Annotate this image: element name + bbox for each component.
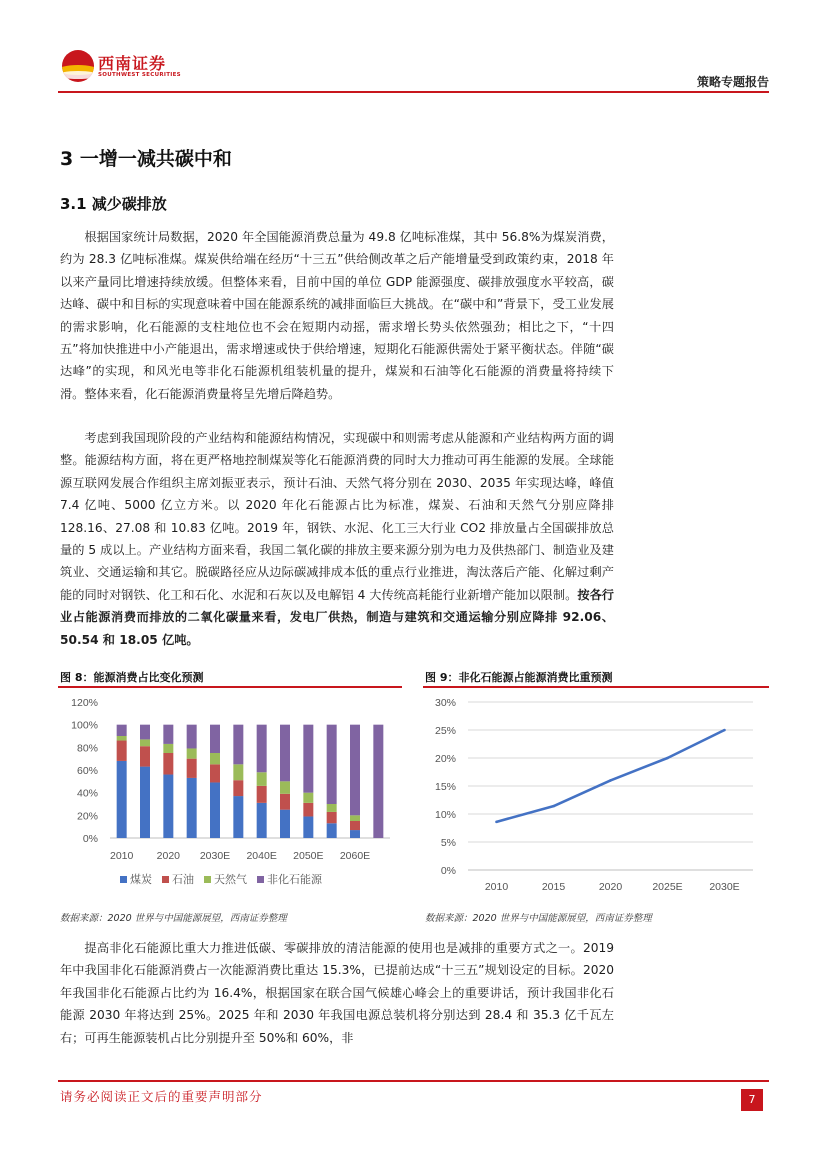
legend-swatch — [162, 876, 169, 883]
bar-segment — [140, 746, 150, 766]
figure-8-title: 图 8：能源消费占比变化预测 — [60, 671, 204, 684]
logo-text-en: SOUTHWEST SECURITIES — [98, 72, 181, 78]
bar-segment — [327, 725, 337, 804]
figure-9-source: 数据来源：2020 世界与中国能源展望，西南证券整理 — [425, 913, 652, 924]
bar-segment — [233, 780, 243, 796]
bar-segment — [233, 796, 243, 838]
y-tick-label: 0% — [440, 865, 456, 877]
data-point — [666, 757, 669, 760]
bar-segment — [163, 744, 173, 753]
bar-segment — [257, 786, 267, 803]
logo-emblem-icon — [62, 50, 94, 82]
legend-swatch — [204, 876, 211, 883]
bar-segment — [163, 725, 173, 744]
header-divider — [58, 91, 769, 93]
bar-segment — [233, 764, 243, 780]
figure-9-title: 图 9：非化石能源占能源消费比重预测 — [425, 671, 613, 684]
logo-text-cn: 西南证券 — [98, 54, 167, 73]
footer-divider — [58, 1080, 769, 1082]
bar-segment — [187, 759, 197, 778]
y-tick-label: 20% — [76, 810, 98, 823]
y-tick-label: 5% — [440, 837, 456, 849]
x-tick-label: 2025E — [652, 881, 683, 893]
paragraph-2-text: 考虑到我国现阶段的产业结构和能源结构情况，实现碳中和则需考虑从能源和产业结构两方面的调整。能源结构方面，将在更严格地控制煤炭等化石能源消费的同时大力推动可再生能源的发展。全球能源互联网发展合作组织主席刘振亚表示，预计石油、天然气将分别在 2030、2035 年实现达峰，峰值 7.4 亿吨、5000 亿立方米。以 2020 年化石能源占比为标准，煤炭、石油和天然气分别应降排 128.16、27.08 和 10.83 亿吨。2019 年，钢铁、水泥、化工三大行业 CO2 排放量占全国碳排放总量的 5 成以上。产业结构方面来看，我国二氧化碳的排放主要来源分别为电力及供热部门、制造业及建筑业、交通运输和其它。脱碳路径应从边际碳减排成本低的重点行业推进，淘汰落后产能、化解过剩产能的同时对钢铁、化工和石化、水泥和石灰以及电解铝 4 大传统高耗能行业新增产能加以限制。 — [60, 431, 614, 602]
bar-segment — [257, 772, 267, 786]
bar-segment — [140, 739, 150, 746]
y-tick-label: 120% — [71, 697, 98, 709]
bar-segment — [210, 753, 220, 764]
page-number: 7 — [741, 1089, 763, 1111]
bar-segment — [140, 725, 150, 740]
bar-segment — [187, 748, 197, 758]
x-tick-label: 2010 — [484, 881, 509, 893]
x-tick-label: 2010 — [109, 850, 134, 862]
legend-swatch — [120, 876, 127, 883]
bar-segment — [117, 741, 127, 761]
bar-segment — [117, 736, 127, 741]
bar-segment — [280, 794, 290, 810]
y-tick-label: 40% — [76, 787, 98, 800]
y-tick-label: 0% — [82, 833, 98, 845]
bar-segment — [140, 767, 150, 838]
x-tick-label: 2020 — [156, 850, 181, 862]
x-tick-label: 2030E — [199, 850, 231, 862]
figure-9-chart — [423, 690, 769, 904]
legend-swatch — [257, 876, 264, 883]
x-tick-label: 2050E — [293, 850, 324, 862]
bar-segment — [187, 725, 197, 749]
bar-segment — [187, 778, 197, 838]
bar-segment — [373, 725, 383, 838]
disclaimer-notice: 请务必阅读正文后的重要声明部分 — [60, 1089, 263, 1104]
bar-segment — [303, 793, 313, 803]
paragraph-2-bold: 按各行业占能源消费而排放的二氧化碳量来看，发电厂供热，制造与建筑和交通运输分别应降排 92.06、50.54 和 18.05 亿吨。 — [60, 587, 614, 647]
legend-label: 煤炭 — [130, 873, 152, 886]
x-tick-label: 2020 — [598, 881, 623, 893]
x-tick-label: 2030E — [709, 881, 740, 893]
bar-segment — [350, 815, 360, 821]
paragraph-2 — [60, 427, 614, 651]
x-tick-label: 2040E — [246, 850, 277, 862]
y-tick-label: 60% — [76, 765, 98, 777]
bar-segment — [233, 725, 243, 765]
bar-segment — [210, 782, 220, 838]
figure-8-chart — [58, 690, 402, 904]
bar-segment — [280, 781, 290, 793]
bar-segment — [210, 764, 220, 782]
report-type-label: 策略专题报告 — [696, 75, 769, 89]
figure-9-rule — [423, 686, 769, 688]
section-title: 3 一增一减共碳中和 — [60, 148, 232, 170]
y-tick-label: 15% — [434, 781, 456, 793]
y-tick-label: 80% — [76, 742, 98, 755]
y-tick-label: 25% — [434, 725, 456, 737]
line-chart — [423, 690, 769, 904]
bar-segment — [163, 775, 173, 838]
bar-segment — [350, 821, 360, 830]
bar-segment — [257, 803, 267, 838]
x-tick-label: 2015 — [541, 881, 566, 893]
bar-segment — [327, 804, 337, 812]
paragraph-3: 提高非化石能源比重大力推进低碳、零碳排放的清洁能源的使用也是减排的重要方式之一。2019 年中我国非化石能源消费占一次能源消费比重达 15.3%，已提前达成“十三五”规划设定的目标。2020 年我国非化石能源占比约为 16.4%，根据国家在联合国气候雄心峰会上的重要讲话，预计我国非化石能源 2030 年将达到 25%。2025 年和 2030 年我国电源总装机将分别达到 28.4 和 35.3 亿千瓦左右；可再生能源装机占比分别提升至 50%和 60%，非 — [60, 941, 614, 1045]
series-line — [497, 730, 725, 822]
figure-8-rule — [58, 686, 402, 688]
bar-segment — [117, 761, 127, 838]
bar-segment — [280, 810, 290, 838]
y-tick-label: 10% — [434, 809, 456, 821]
company-logo — [62, 50, 182, 86]
bar-segment — [303, 816, 313, 838]
bar-segment — [350, 725, 360, 816]
y-tick-label: 30% — [434, 697, 456, 709]
bar-segment — [303, 725, 313, 793]
bar-segment — [257, 725, 267, 773]
y-tick-label: 100% — [71, 719, 98, 732]
data-point — [609, 779, 612, 782]
x-tick-label: 2060E — [339, 850, 371, 862]
bar-segment — [210, 725, 220, 753]
stacked-bar-chart — [58, 690, 402, 904]
paragraph-1: 根据国家统计局数据，2020 年全国能源消费总量为 49.8 亿吨标准煤，其中 56.8%为煤炭消费，约为 28.3 亿吨标准煤。煤炭供给端在经历“十三五”供给侧改革之后产能增量受到政策约束，2018 年以来产量同比增速持续放缓。但整体来看，目前中国的单位 GDP 能源强度、碳排放强度水平较高，碳达峰、碳中和目标的实现意味着中国在能源系统的减排面临巨大挑战。在“碳中和”背景下，受工业发展的需求影响，化石能源的支柱地位也不会在短期内动摇，需求增长势头依然强劲；相比之下，“十四五”将加快推进中小产能退出，需求增速或快于供给增速，短期化石能源供需处于紧平衡状态。伴随“碳达峰”的实现，和风光电等非化石能源机组装机量的提升，煤炭和石油等化石能源的消费量将持续下滑。整体来看，化石能源消费量将呈先增后降趋势。 — [60, 230, 614, 401]
data-point — [723, 729, 726, 732]
bar-segment — [117, 725, 127, 736]
legend-label: 非化石能源 — [267, 873, 322, 886]
legend-label: 石油 — [172, 873, 194, 886]
subsection-title: 3.1 减少碳排放 — [60, 195, 167, 213]
bar-segment — [303, 803, 313, 817]
bar-segment — [327, 812, 337, 823]
legend-label: 天然气 — [214, 873, 247, 886]
figure-8-source: 数据来源：2020 世界与中国能源展望，西南证券整理 — [60, 913, 287, 924]
bar-segment — [327, 823, 337, 838]
bar-segment — [280, 725, 290, 782]
data-point — [552, 805, 555, 808]
data-point — [495, 821, 498, 824]
bar-segment — [163, 753, 173, 775]
y-tick-label: 20% — [434, 753, 456, 765]
bar-segment — [350, 830, 360, 838]
